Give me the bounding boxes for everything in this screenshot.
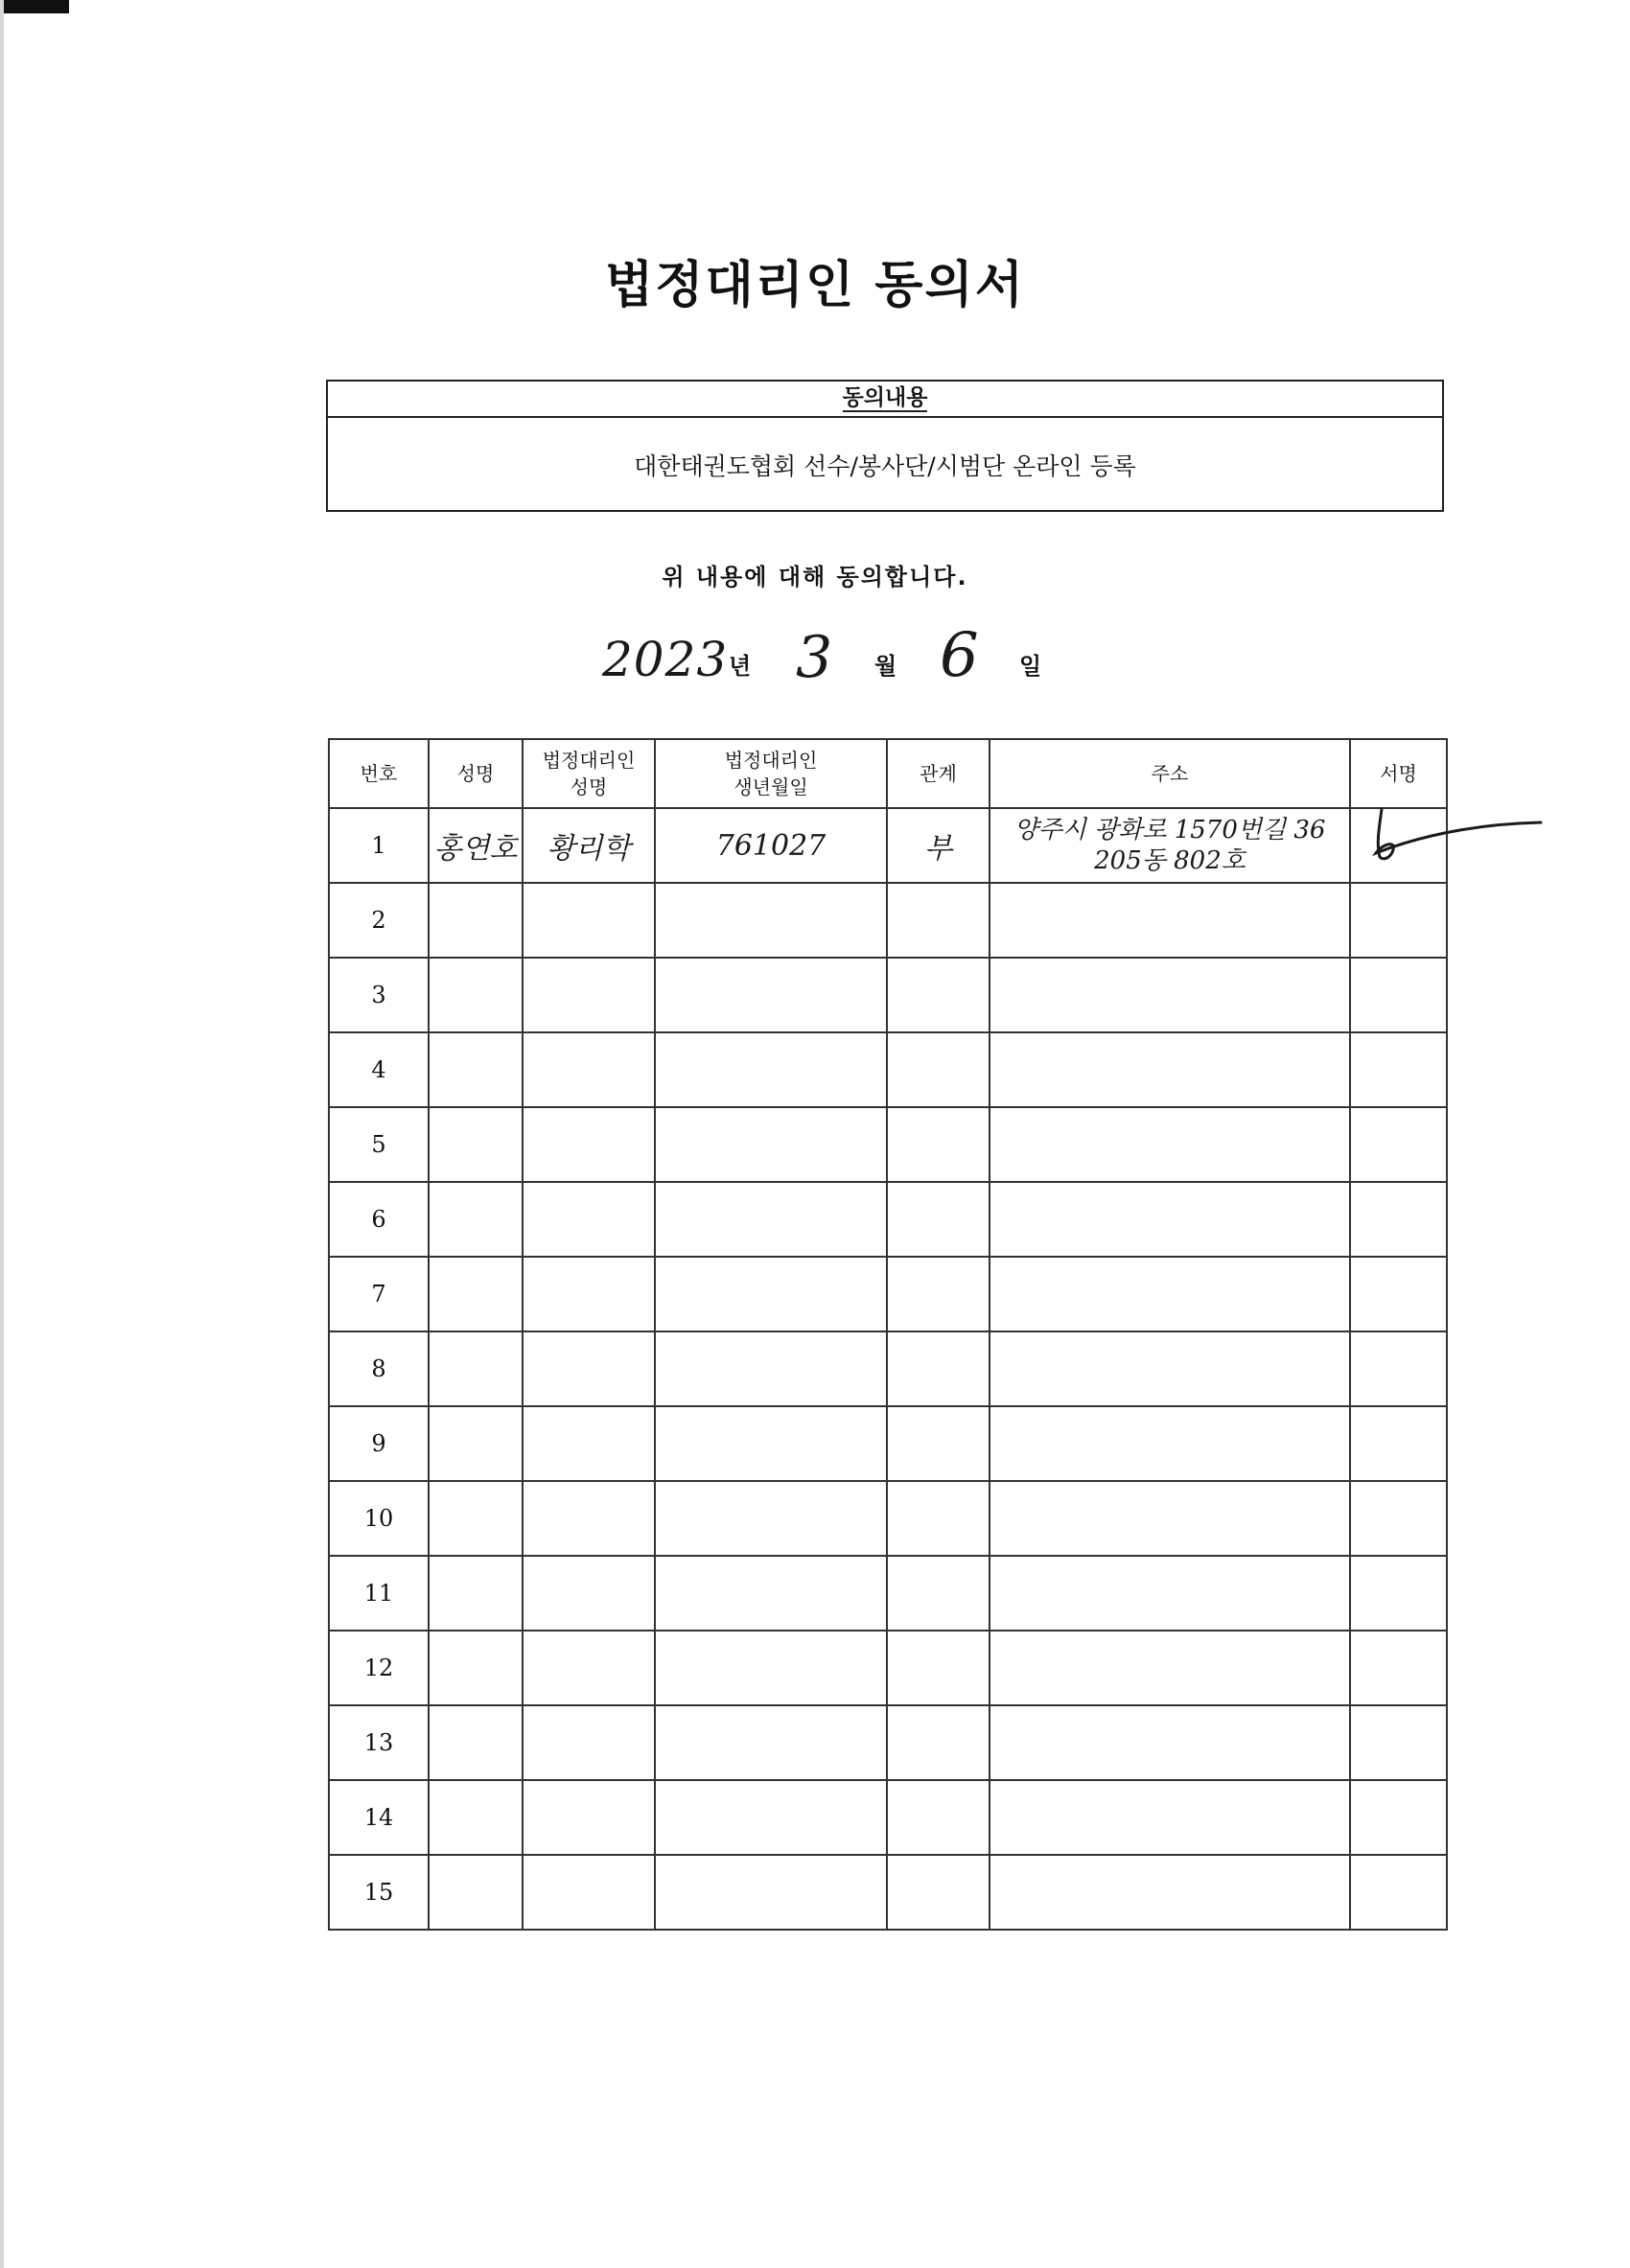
cell-relation xyxy=(887,1107,990,1182)
cell-name xyxy=(429,1705,523,1780)
cell-address xyxy=(990,1182,1350,1257)
table-row xyxy=(329,1032,1447,1107)
header-no: 번호 xyxy=(329,739,429,808)
cell-address xyxy=(990,883,1350,958)
table-row xyxy=(329,958,1447,1032)
cell-address xyxy=(990,1257,1350,1331)
row-number: 1 xyxy=(329,808,429,883)
table-header-row xyxy=(329,739,1447,808)
row-number: 15 xyxy=(329,1855,429,1930)
cell-address xyxy=(990,1331,1350,1406)
header-name: 성명 xyxy=(429,739,523,808)
cell-address xyxy=(990,1032,1350,1107)
cell-guardian-birth xyxy=(655,1107,887,1182)
cell-guardian-name xyxy=(523,1107,655,1182)
cell-guardian-birth xyxy=(655,883,887,958)
row-number: 12 xyxy=(329,1631,429,1705)
scan-edge-line xyxy=(0,0,4,2268)
cell-guardian-birth xyxy=(655,1855,887,1930)
cell-address xyxy=(990,1406,1350,1481)
address-line-2: 205동 802호 xyxy=(1094,846,1246,875)
cell-signature xyxy=(1350,1331,1447,1406)
date-day: 6 xyxy=(940,620,979,691)
consent-header xyxy=(328,382,1442,418)
table-row xyxy=(329,1705,1447,1780)
consent-box xyxy=(326,380,1444,512)
table-row xyxy=(329,1631,1447,1705)
cell-guardian-name xyxy=(523,1257,655,1331)
row-number: 9 xyxy=(329,1406,429,1481)
table-row xyxy=(329,1107,1447,1182)
cell-guardian-name xyxy=(523,883,655,958)
cell-name xyxy=(429,1107,523,1182)
scan-edge-mark xyxy=(0,0,69,13)
table-row xyxy=(329,808,1447,883)
cell-guardian-birth xyxy=(655,1182,887,1257)
table-row xyxy=(329,1855,1447,1930)
consent-body: 대한태권도협회 선수/봉사단/시범단 온라인 등록 xyxy=(634,452,1136,480)
cell-guardian-birth xyxy=(655,1556,887,1631)
cell-name xyxy=(429,1481,523,1556)
cell-name xyxy=(429,1032,523,1107)
cell-relation xyxy=(887,1406,990,1481)
cell-signature xyxy=(1350,1631,1447,1705)
header-signature: 서명 xyxy=(1350,739,1447,808)
cell-name xyxy=(429,883,523,958)
cell-relation xyxy=(887,958,990,1032)
cell-signature xyxy=(1350,1182,1447,1257)
row-number: 3 xyxy=(329,958,429,1032)
cell-address xyxy=(990,958,1350,1032)
cell-relation xyxy=(887,883,990,958)
row-number: 11 xyxy=(329,1556,429,1631)
cell-guardian-name: 황리학 xyxy=(523,808,655,883)
table-row xyxy=(329,1481,1447,1556)
cell-name xyxy=(429,1631,523,1705)
cell-signature xyxy=(1350,883,1447,958)
cell-relation xyxy=(887,1331,990,1406)
cell-guardian-name xyxy=(523,1705,655,1780)
row-number: 2 xyxy=(329,883,429,958)
cell-address xyxy=(990,1631,1350,1705)
cell-signature xyxy=(1350,1032,1447,1107)
table-row xyxy=(329,1780,1447,1855)
row-number: 14 xyxy=(329,1780,429,1855)
row-number: 8 xyxy=(329,1331,429,1406)
cell-name xyxy=(429,1182,523,1257)
cell-guardian-birth xyxy=(655,1481,887,1556)
cell-signature xyxy=(1350,1705,1447,1780)
date-year-label: 년 xyxy=(729,653,752,680)
handwritten-signature xyxy=(1338,796,1548,872)
row-number: 5 xyxy=(329,1107,429,1182)
date-year: 2023 xyxy=(602,632,729,687)
date-row xyxy=(0,620,1630,695)
cell-guardian-birth xyxy=(655,1032,887,1107)
cell-guardian-birth xyxy=(655,1705,887,1780)
cell-signature xyxy=(1350,1406,1447,1481)
table-row xyxy=(329,1406,1447,1481)
cell-address xyxy=(990,808,1350,883)
cell-relation: 부 xyxy=(887,808,990,883)
cell-guardian-name xyxy=(523,1855,655,1930)
cell-name xyxy=(429,1556,523,1631)
date-month: 3 xyxy=(796,624,833,691)
cell-relation xyxy=(887,1705,990,1780)
table-row xyxy=(329,1556,1447,1631)
header-guardian-birth: 법정대리인 생년월일 xyxy=(655,739,887,808)
cell-relation xyxy=(887,1556,990,1631)
cell-name xyxy=(429,958,523,1032)
cell-signature xyxy=(1350,1107,1447,1182)
cell-guardian-birth xyxy=(655,1406,887,1481)
cell-name xyxy=(429,1331,523,1406)
cell-guardian-name xyxy=(523,1556,655,1631)
cell-relation xyxy=(887,1855,990,1930)
cell-guardian-birth xyxy=(655,1331,887,1406)
date-month-label: 월 xyxy=(874,653,897,680)
row-number: 4 xyxy=(329,1032,429,1107)
cell-guardian-name xyxy=(523,1631,655,1705)
cell-guardian-birth xyxy=(655,1780,887,1855)
cell-address xyxy=(990,1556,1350,1631)
table-row xyxy=(329,1182,1447,1257)
cell-guardian-name xyxy=(523,1182,655,1257)
row-number: 13 xyxy=(329,1705,429,1780)
cell-relation xyxy=(887,1481,990,1556)
cell-address xyxy=(990,1855,1350,1930)
cell-name xyxy=(429,1406,523,1481)
cell-signature xyxy=(1350,958,1447,1032)
cell-guardian-birth: 761027 xyxy=(655,808,887,883)
cell-guardian-birth xyxy=(655,958,887,1032)
guardian-table xyxy=(328,738,1448,1931)
header-relation: 관계 xyxy=(887,739,990,808)
document-title: 법정대리인 동의서 xyxy=(605,256,1025,314)
cell-signature xyxy=(1350,1780,1447,1855)
row-number: 7 xyxy=(329,1257,429,1331)
header-guardian-name: 법정대리인 성명 xyxy=(523,739,655,808)
cell-guardian-name xyxy=(523,1780,655,1855)
table-row xyxy=(329,883,1447,958)
cell-guardian-birth xyxy=(655,1631,887,1705)
agreement-sentence: 위 내용에 대해 동의합니다. xyxy=(662,564,968,590)
row-number: 6 xyxy=(329,1182,429,1257)
row-number: 10 xyxy=(329,1481,429,1556)
cell-guardian-birth xyxy=(655,1257,887,1331)
cell-signature xyxy=(1350,1556,1447,1631)
consent-header-label: 동의내용 xyxy=(842,385,928,410)
cell-signature xyxy=(1350,1481,1447,1556)
cell-name xyxy=(429,1257,523,1331)
cell-address xyxy=(990,1705,1350,1780)
table-row xyxy=(329,1257,1447,1331)
date-day-label: 일 xyxy=(1019,653,1042,680)
cell-signature xyxy=(1350,1257,1447,1331)
cell-name: 홍연호 xyxy=(429,808,523,883)
cell-address xyxy=(990,1107,1350,1182)
table-row xyxy=(329,1331,1447,1406)
cell-address xyxy=(990,1780,1350,1855)
cell-relation xyxy=(887,1631,990,1705)
address-line-1: 양주시 광화로 1570번길 36 xyxy=(1013,816,1326,845)
cell-relation xyxy=(887,1780,990,1855)
cell-relation xyxy=(887,1032,990,1107)
cell-address xyxy=(990,1481,1350,1556)
cell-guardian-name xyxy=(523,958,655,1032)
header-address: 주소 xyxy=(990,739,1350,808)
cell-guardian-name xyxy=(523,1481,655,1556)
cell-guardian-name xyxy=(523,1032,655,1107)
cell-relation xyxy=(887,1257,990,1331)
cell-name xyxy=(429,1780,523,1855)
cell-guardian-name xyxy=(523,1406,655,1481)
cell-guardian-name xyxy=(523,1331,655,1406)
cell-signature xyxy=(1350,1855,1447,1930)
cell-relation xyxy=(887,1182,990,1257)
cell-name xyxy=(429,1855,523,1930)
